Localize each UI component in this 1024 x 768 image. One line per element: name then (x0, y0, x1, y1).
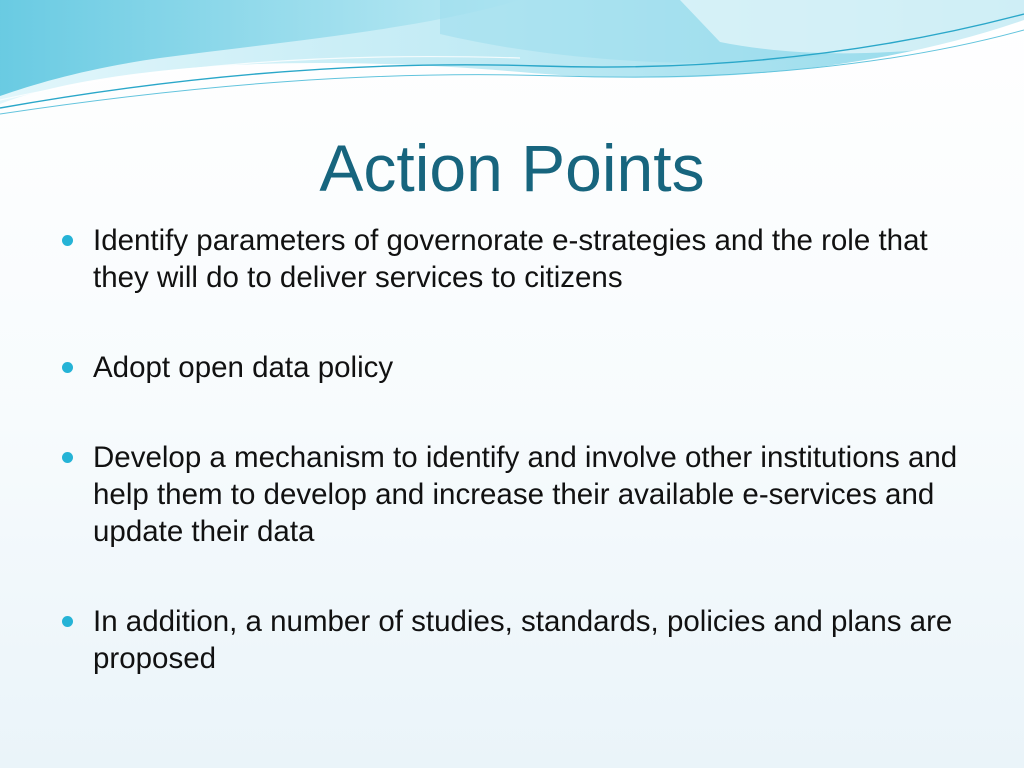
bullet-dot-icon (62, 616, 73, 627)
bullet-item (60, 603, 960, 677)
bullet-item (60, 222, 960, 296)
bullet-dot-icon (62, 362, 73, 373)
bullet-list (60, 222, 960, 677)
bullet-text: In addition, a number of studies, standards, policies and plans are proposed (93, 605, 953, 675)
bullet-item (60, 439, 960, 550)
slide-title: Action Points (319, 131, 705, 205)
bullet-text: Adopt open data policy (93, 351, 394, 384)
bullet-dot-icon (62, 235, 73, 246)
decorative-wave-header (0, 0, 1024, 130)
bullet-text: Develop a mechanism to identify and involve other institutions and help them to develop and increase their available e-services and update their data (93, 441, 958, 548)
bullet-dot-icon (62, 452, 73, 463)
bullet-text: Identify parameters of governorate e-strategies and the role that they will do to deliver services to citizens (93, 224, 928, 294)
bullet-item (60, 349, 960, 386)
